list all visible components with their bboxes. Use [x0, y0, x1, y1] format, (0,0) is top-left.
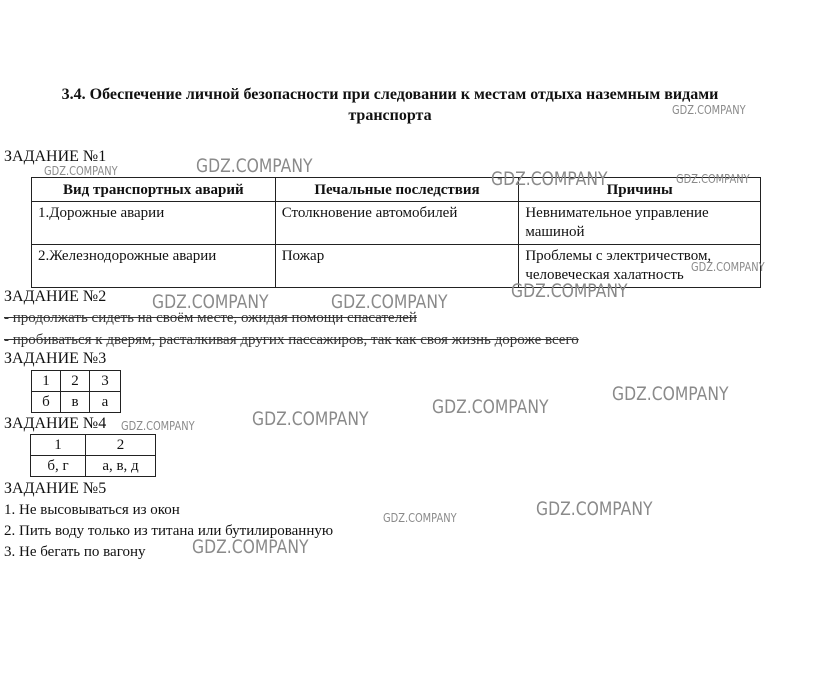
- task2-line-2: - пробиваться к дверям, расталкивая других пассажиров, так как своя жизнь дороже всего: [4, 332, 579, 348]
- task2-heading: ЗАДАНИЕ №2: [4, 288, 107, 305]
- table-header-row: [32, 178, 761, 202]
- task1-table: [31, 177, 761, 288]
- watermark: GDZ.COMPANY: [691, 260, 765, 274]
- table-cell: Проблемы с электричеством, человеческая халатность: [519, 245, 761, 288]
- table-cell: Пожар: [275, 245, 519, 288]
- table-cell: 2.Железнодорожные аварии: [32, 245, 276, 288]
- section-title: [0, 84, 780, 126]
- task2-line-1: - продолжать сидеть на своём месте, ожидая помощи спасателей: [4, 310, 417, 326]
- watermark: GDZ.COMPANY: [121, 419, 195, 433]
- table-header-row: [32, 371, 121, 392]
- task4-heading: ЗАДАНИЕ №4: [4, 415, 107, 432]
- watermark: GDZ.COMPANY: [432, 396, 549, 418]
- table-cell: а, в, д: [86, 456, 156, 477]
- table-cell: б, г: [31, 456, 86, 477]
- watermark: GDZ.COMPANY: [511, 280, 628, 302]
- column-header: Вид транспортных аварий: [32, 178, 276, 202]
- watermark: GDZ.COMPANY: [152, 291, 269, 313]
- column-header: Причины: [519, 178, 761, 202]
- watermark: GDZ.COMPANY: [44, 164, 118, 178]
- task4-table: [30, 434, 156, 477]
- table-cell: 1: [32, 371, 61, 392]
- table-cell: в: [61, 392, 90, 413]
- task3-table: [31, 370, 121, 413]
- watermark: GDZ.COMPANY: [536, 498, 653, 520]
- watermark: GDZ.COMPANY: [672, 103, 746, 117]
- table-cell: а: [90, 392, 121, 413]
- table-cell: б: [32, 392, 61, 413]
- watermark: GDZ.COMPANY: [676, 172, 750, 186]
- table-cell: 2: [61, 371, 90, 392]
- watermark: GDZ.COMPANY: [491, 168, 608, 190]
- table-row: [31, 456, 156, 477]
- section-title-line2: транспорта: [348, 107, 432, 124]
- table-cell: 2: [86, 435, 156, 456]
- table-header-row: [31, 435, 156, 456]
- table-cell: Невнимательное управление машиной: [519, 202, 761, 245]
- watermark: GDZ.COMPANY: [192, 536, 309, 558]
- section-title-line1: 3.4. Обеспечение личной безопасности при следовании к местам отдыха наземным видами: [61, 86, 719, 103]
- table-row: [32, 392, 121, 413]
- watermark: GDZ.COMPANY: [252, 408, 369, 430]
- task3-heading: ЗАДАНИЕ №3: [4, 350, 107, 367]
- list-item: 3. Не бегать по вагону: [4, 544, 146, 560]
- watermark: GDZ.COMPANY: [383, 511, 457, 525]
- list-item: 1. Не высовываться из окон: [4, 502, 180, 518]
- table-cell: 1: [31, 435, 86, 456]
- table-row: [32, 202, 761, 245]
- watermark: GDZ.COMPANY: [612, 383, 729, 405]
- watermark: GDZ.COMPANY: [331, 291, 448, 313]
- column-header: Печальные последствия: [275, 178, 519, 202]
- task1-heading: ЗАДАНИЕ №1: [4, 148, 107, 165]
- watermark: GDZ.COMPANY: [196, 155, 313, 177]
- table-cell: 1.Дорожные аварии: [32, 202, 276, 245]
- list-item: 2. Пить воду только из титана или бутилированную: [4, 523, 334, 539]
- table-cell: Столкновение автомобилей: [275, 202, 519, 245]
- table-row: [32, 245, 761, 288]
- task5-heading: ЗАДАНИЕ №5: [4, 480, 107, 497]
- table-cell: 3: [90, 371, 121, 392]
